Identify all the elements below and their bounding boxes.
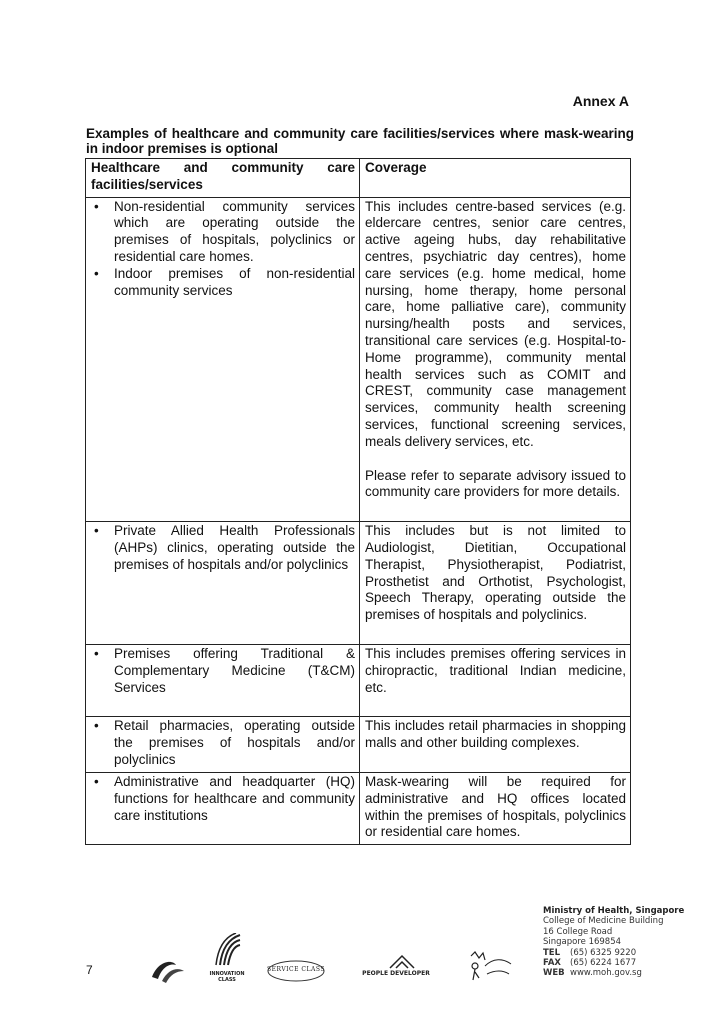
- list-item: • Private Allied Health Professionals (AHPs) clinics, operating outside the premises of hospitals and/or polyclinics: [114, 523, 355, 573]
- health-award-logo: [465, 950, 515, 988]
- address-line: College of Medicine Building: [543, 916, 664, 927]
- innovation-class-logo: [203, 933, 251, 983]
- coverage-text: This includes premises offering services in chiropractic, traditional Indian medicine, etc.: [365, 645, 626, 695]
- coverage-text: This includes retail pharmacies in shopping malls and other building complexes.: [365, 718, 626, 751]
- service-class-logo: [266, 957, 326, 987]
- tel-value: (65) 6325 9220: [570, 947, 637, 958]
- fax-line: [543, 958, 713, 968]
- coverage-cell: [360, 522, 631, 645]
- coverage-cell: [360, 197, 631, 522]
- table-row: [86, 644, 631, 716]
- address-line: Singapore 169854: [543, 937, 622, 948]
- coverage-cell: [360, 717, 631, 773]
- people-developer-text: PEOPLE DEVELOPER: [362, 970, 430, 977]
- table-row: [86, 522, 631, 645]
- facilities-cell: [86, 644, 360, 716]
- fax-label: FAX: [543, 958, 561, 969]
- list-item: • Indoor premises of non-residential community services: [114, 266, 355, 300]
- facilities-cell: [86, 197, 360, 522]
- coverage-cell: [360, 772, 631, 844]
- list-item: • Administrative and headquarter (HQ) functions for healthcare and community care institutions: [114, 774, 355, 824]
- fax-value: (65) 6224 1677: [570, 958, 637, 969]
- list-item: • Non-residential community services which are operating outside the premises of hospitals, polyclinics or residential care homes.: [114, 199, 355, 266]
- table-row: [86, 772, 631, 844]
- web-line: [543, 968, 713, 978]
- contact-block: [543, 906, 713, 979]
- organisation-name: Ministry of Health, Singapore: [543, 906, 685, 916]
- innovation-logo-text: INNOVATION: [209, 971, 245, 977]
- document-heading: Examples of healthcare and community care facilities/services where mask-wearing in indoor premises is optional: [86, 126, 634, 156]
- innovation-class-text: CLASS: [218, 977, 236, 983]
- page-number: 7: [86, 963, 93, 977]
- table-header-row: [86, 159, 631, 198]
- service-class-text: SERVICE CLASS: [267, 966, 325, 973]
- tel-line: [543, 948, 713, 958]
- address-line: 16 College Road: [543, 926, 613, 937]
- coverage-note: Please refer to separate advisory issued to community care providers for more details.: [365, 467, 626, 500]
- header-coverage: Coverage: [360, 159, 631, 198]
- web-link[interactable]: www.moh.gov.sg: [570, 968, 642, 979]
- singapore-quality-class-logo: [143, 955, 193, 989]
- facilities-cell: [86, 717, 360, 773]
- web-label: WEB: [543, 968, 565, 979]
- table-row: [86, 717, 631, 773]
- list-item: • Premises offering Traditional & Complementary Medicine (T&CM) Services: [114, 646, 355, 696]
- header-facilities: Healthcare and community care facilities/services: [86, 159, 360, 198]
- coverage-cell: [360, 644, 631, 716]
- annex-label: Annex A: [572, 93, 629, 109]
- coverage-text: This includes but is not limited to Audiologist, Dietitian, Occupational Therapist, Physiotherapist, Podiatrist, Prosthetist and Orthotist, Psychologist, Speech Therapy, operating outside the premises of hospitals and polyclinics.: [365, 523, 626, 623]
- facilities-table: [85, 158, 631, 845]
- facilities-cell: [86, 772, 360, 844]
- tel-label: TEL: [543, 947, 561, 958]
- coverage-text: Mask-wearing will be required for administrative and HQ offices located within the premises of hospitals, polyclinics or residential care homes.: [365, 773, 626, 840]
- coverage-text: This includes centre-based services (e.g. eldercare centres, senior care centres, active ageing hubs, day rehabilitative centres, psychiatric day centres), home care services (e.g. home medical, home nursing, home therapy, home personal care, home palliative care), community nursing/health posts and services, transitional care services (e.g. Hospital-to-Home programme), community mental health services such as COMIT and CREST, community case management services, community health screening services, functional screening services, meals delivery services, etc.: [365, 198, 626, 449]
- facilities-cell: [86, 522, 360, 645]
- list-item: • Retail pharmacies, operating outside the premises of hospitals and/or polyclinics: [114, 718, 355, 768]
- table-row: [86, 197, 631, 522]
